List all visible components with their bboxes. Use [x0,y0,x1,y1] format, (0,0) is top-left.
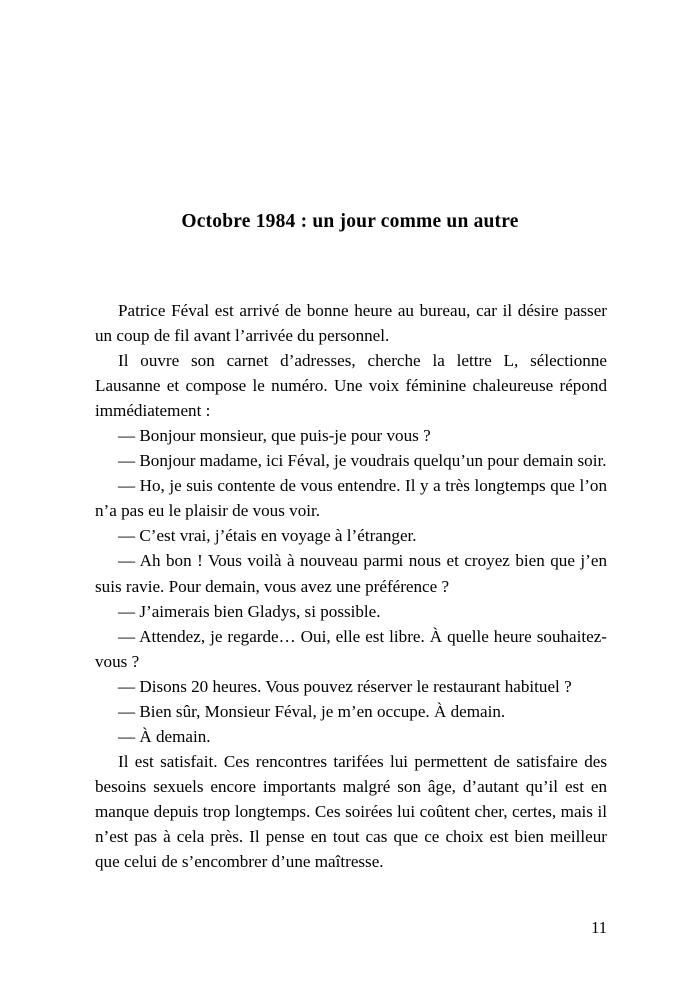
page-number: 11 [591,918,607,937]
dialogue-line: — Disons 20 heures. Vous pouvez réserver le restaurant habituel ? [118,676,572,696]
dialogue-line: — Ho, je suis contente de vous entendre. Il y a très longtemps que l’on n’a pas eu le plaisir de vous voir. [95,476,607,521]
dialogue-line: — Bien sûr, Monsieur Féval, je m’en occupe. À demain. [118,701,506,721]
paragraph: Patrice Féval est arrivé de bonne heure au bureau, car il désire passer un coup de fil avant l’arrivée du personnel. [95,301,607,346]
dialogue-line: — Bonjour madame, ici Féval, je voudrais quelqu’un pour demain soir. [118,451,607,471]
dialogue-line: — J’aimerais bien Gladys, si possible. [118,601,381,621]
chapter-title: Octobre 1984 : un jour comme un autre [181,211,519,233]
dialogue-line: — Attendez, je regarde… Oui, elle est libre. À quelle heure souhaitez-vous ? [95,626,607,671]
dialogue-line: — Ah bon ! Vous voilà à nouveau parmi nous et croyez bien que j’en suis ravie. Pour demain, vous avez une préférence ? [95,551,607,596]
dialogue-line: — À demain. [118,726,211,746]
dialogue-line: — C’est vrai, j’étais en voyage à l’étranger. [118,526,417,546]
paragraph: Il ouvre son carnet d’adresses, cherche la lettre L, sélectionne Lausanne et compose le numéro. Une voix féminine chaleureuse répond immédiatement : [95,351,607,421]
paragraph: Il est satisfait. Ces rencontres tarifées lui permettent de satisfaire des besoins sexuels encore importants malgré son âge, d’autant qu’il est en manque depuis trop longtemps. Ces soirées lui coûtent cher, certes, mais il n’est pas à cela près. Il pense en tout cas que ce choix est bien meilleur que celui de s’encombrer d’une maîtresse. [95,751,607,872]
dialogue-line: — Bonjour monsieur, que puis-je pour vous ? [118,426,431,446]
body-text-column [95,298,607,874]
